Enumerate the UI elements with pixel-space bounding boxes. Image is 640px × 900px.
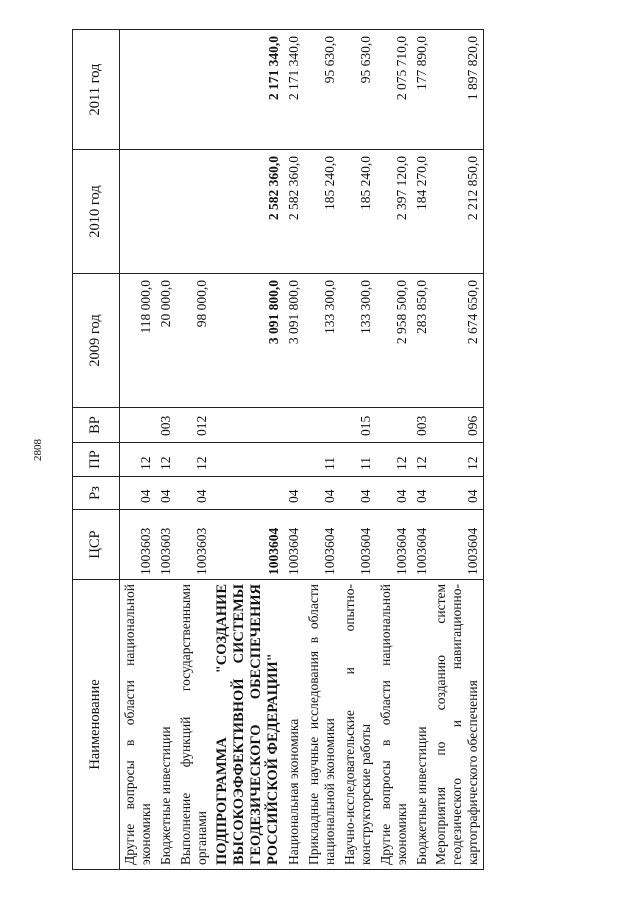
row-vr: 003 xyxy=(156,408,176,443)
row-csr: 1003604 xyxy=(376,510,412,580)
row-csr: 1003604 xyxy=(431,510,483,580)
row-vr xyxy=(376,408,412,443)
row-2009: 133 300,0 xyxy=(304,274,340,408)
row-2010 xyxy=(156,150,176,274)
row-rz: 04 xyxy=(376,477,412,510)
row-2009: 2 958 500,0 xyxy=(376,274,412,408)
row-vr: 012 xyxy=(176,408,212,443)
row-rz xyxy=(212,477,284,510)
row-2009: 118 000,0 xyxy=(120,274,156,408)
row-2011: 1 897 820,0 xyxy=(431,30,483,150)
table-row xyxy=(284,30,304,870)
row-2011: 2 171 340,0 xyxy=(212,30,284,150)
row-vr xyxy=(284,408,304,443)
row-vr xyxy=(212,408,284,443)
row-2009: 133 300,0 xyxy=(340,274,376,408)
row-2010: 2 397 120,0 xyxy=(376,150,412,274)
row-name: Бюджетные инвестиции xyxy=(412,580,432,870)
table-row xyxy=(412,30,432,870)
row-2010 xyxy=(120,150,156,274)
row-name: Другие вопросы в области национальной экономики xyxy=(120,580,156,870)
row-vr: 096 xyxy=(431,408,483,443)
row-2009: 283 850,0 xyxy=(412,274,432,408)
budget-table xyxy=(72,29,484,870)
row-vr: 015 xyxy=(340,408,376,443)
row-2010: 2 582 360,0 xyxy=(212,150,284,274)
row-rz: 04 xyxy=(120,477,156,510)
header-2011: 2011 год xyxy=(73,30,120,150)
header-2009: 2009 год xyxy=(73,274,120,408)
table-row xyxy=(156,30,176,870)
row-name: Мероприятия по созданию систем геодезического и навигационно-картографического обеспечения xyxy=(431,580,483,870)
table-row xyxy=(304,30,340,870)
row-2009: 2 674 650,0 xyxy=(431,274,483,408)
row-2011: 2 171 340,0 xyxy=(284,30,304,150)
header-rz: Рз xyxy=(73,477,120,510)
table-row xyxy=(340,30,376,870)
row-pr: 12 xyxy=(431,443,483,477)
header-pr: ПР xyxy=(73,443,120,477)
row-2010: 2 582 360,0 xyxy=(284,150,304,274)
row-csr: 1003603 xyxy=(176,510,212,580)
row-name: Научно-исследовательские и опытно-конструкторские работы xyxy=(340,580,376,870)
row-name: Национальная экономика xyxy=(284,580,304,870)
row-2010: 185 240,0 xyxy=(304,150,340,274)
page-number: 2808 xyxy=(32,439,44,461)
row-2009: 98 000,0 xyxy=(176,274,212,408)
row-csr: 1003603 xyxy=(156,510,176,580)
row-pr xyxy=(284,443,304,477)
row-rz: 04 xyxy=(431,477,483,510)
row-2010 xyxy=(176,150,212,274)
row-csr: 1003604 xyxy=(304,510,340,580)
row-2011 xyxy=(176,30,212,150)
row-csr: 1003603 xyxy=(120,510,156,580)
rotated-table-container xyxy=(72,30,572,870)
header-2010: 2010 год xyxy=(73,150,120,274)
row-vr xyxy=(120,408,156,443)
row-pr xyxy=(212,443,284,477)
header-vr: ВР xyxy=(73,408,120,443)
row-rz: 04 xyxy=(156,477,176,510)
table-row xyxy=(431,30,483,870)
table-row xyxy=(176,30,212,870)
row-rz: 04 xyxy=(176,477,212,510)
row-pr: 11 xyxy=(340,443,376,477)
row-2011 xyxy=(120,30,156,150)
row-rz: 04 xyxy=(412,477,432,510)
row-2009: 3 091 800,0 xyxy=(212,274,284,408)
table-row-subprogram xyxy=(212,30,284,870)
row-rz: 04 xyxy=(284,477,304,510)
row-name: Другие вопросы в области национальной экономики xyxy=(376,580,412,870)
table-header-row xyxy=(73,30,120,870)
row-name: ПОДПРОГРАММА "СОЗДАНИЕ ВЫСОКОЭФФЕКТИВНОЙ СИСТЕМЫ ГЕОДЕЗИЧЕСКОГО ОБЕСПЕЧЕНИЯ РОССИЙСКОЙ ФЕДЕРАЦИИ" xyxy=(212,580,284,870)
row-2011 xyxy=(156,30,176,150)
header-csr: ЦСР xyxy=(73,510,120,580)
row-csr: 1003604 xyxy=(412,510,432,580)
row-2010: 2 212 850,0 xyxy=(431,150,483,274)
row-2009: 3 091 800,0 xyxy=(284,274,304,408)
row-csr: 1003604 xyxy=(340,510,376,580)
row-vr xyxy=(304,408,340,443)
row-2011: 95 630,0 xyxy=(304,30,340,150)
row-pr: 12 xyxy=(120,443,156,477)
row-2011: 2 075 710,0 xyxy=(376,30,412,150)
row-pr: 11 xyxy=(304,443,340,477)
table-row xyxy=(376,30,412,870)
row-2011: 177 890,0 xyxy=(412,30,432,150)
row-csr: 1003604 xyxy=(212,510,284,580)
row-vr: 003 xyxy=(412,408,432,443)
row-pr: 12 xyxy=(156,443,176,477)
row-name: Выполнение функций государственными органами xyxy=(176,580,212,870)
table-row xyxy=(120,30,156,870)
row-pr: 12 xyxy=(176,443,212,477)
row-csr: 1003604 xyxy=(284,510,304,580)
row-pr: 12 xyxy=(412,443,432,477)
row-2011: 95 630,0 xyxy=(340,30,376,150)
row-rz: 04 xyxy=(304,477,340,510)
header-name: Наименование xyxy=(73,580,120,870)
row-pr: 12 xyxy=(376,443,412,477)
row-2010: 185 240,0 xyxy=(340,150,376,274)
row-2009: 20 000,0 xyxy=(156,274,176,408)
row-2010: 184 270,0 xyxy=(412,150,432,274)
row-rz: 04 xyxy=(340,477,376,510)
row-name: Бюджетные инвестиции xyxy=(156,580,176,870)
row-name: Прикладные научные исследования в области национальной экономики xyxy=(304,580,340,870)
